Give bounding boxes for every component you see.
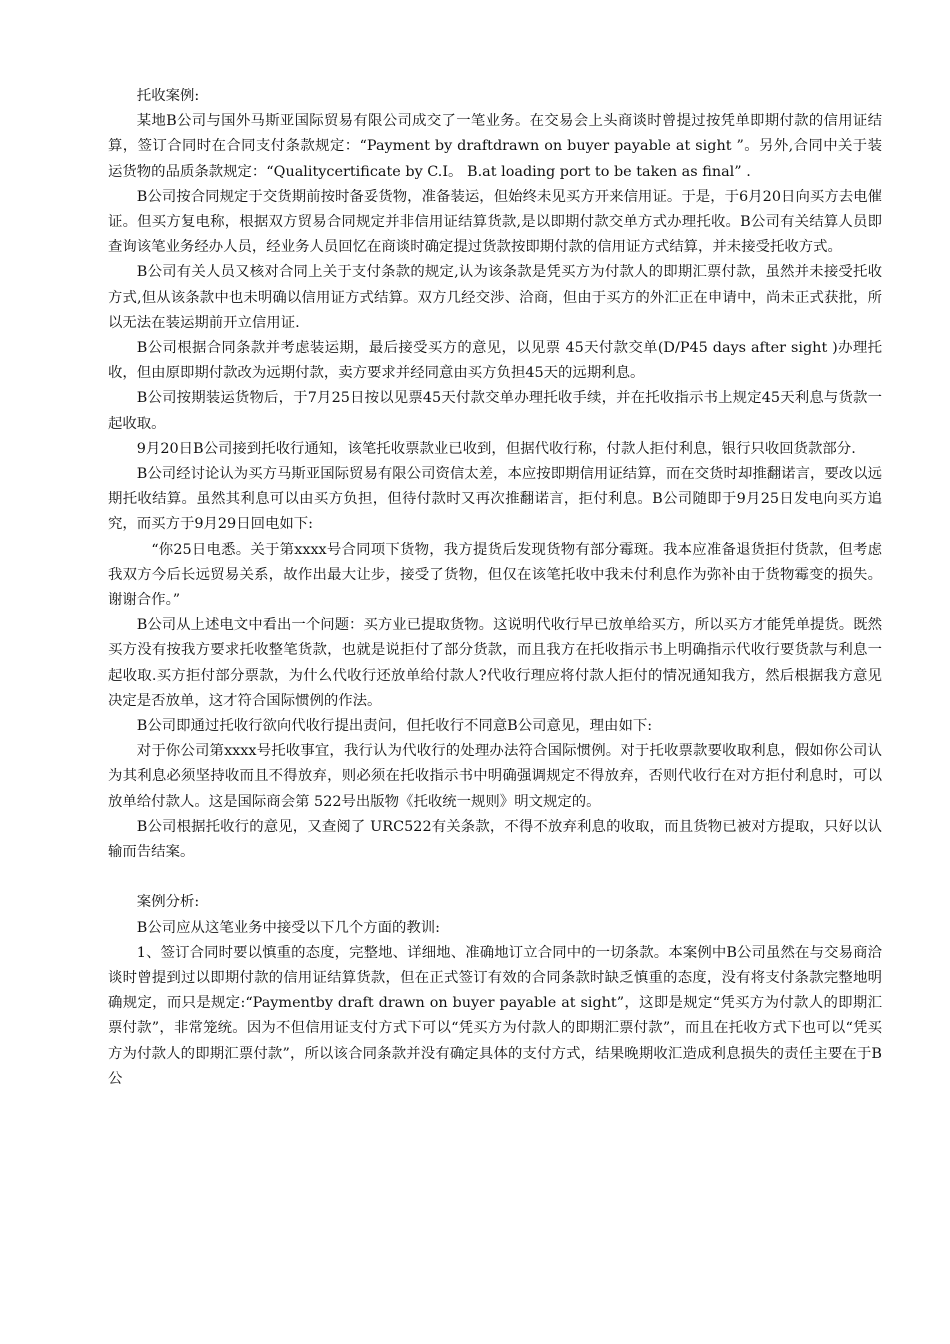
paragraph: B公司按期装运货物后，于7月25日按以见票45天付款交单办理托收手续，并在托收指示书上规定45天利息与货款一起收取。 [108, 390, 882, 432]
paragraph: B公司有关人员又核对合同上关于支付条款的规定,认为该条款是凭买方为付款人的即期汇票付款，虽然并未接受托收方式,但从该条款中也未明确以信用证方式结算。双方几经交涉、洽商，但由于买方的外汇正在申请中，尚未正式获批，所以无法在装运期前开立信用证. [108, 264, 882, 331]
analysis-point: 1、签订合同时要以慎重的态度，完整地、详细地、准确地订立合同中的一切条款。本案例中B公司虽然在与交易商洽谈时曾提到过以即期付款的信用证结算货款，但在正式签订有效的合同条款时缺乏慎重的态度，没有将支付条款完整地明确规定，而只是规定:“Paymentby draft drawn on buyer payable at sight”，这即是规定“凭买方为付款人的即期汇票付款”，非常笼统。因为不但信用证支付方式下可以“凭买方为付款人的即期汇票付款”，而且在托收方式下也可以“凭买方为付款人的即期汇票付款”，所以该合同条款并没有确定具体的支付方式，结果晚期收汇造成利息损失的责任主要在于B公 [108, 944, 882, 1087]
quoted-telegram: “你25日电悉。关于第xxxx号合同项下货物，我方提货后发现货物有部分霉斑。我本应准备退货拒付货款，但考虑我双方今后长远贸易关系，故作出最大让步，接受了货物，但仅在该笔托收中我未付利息作为弥补由于货物霉变的损失。谢谢合作。” [108, 541, 882, 609]
paragraph: B公司根据合同条款并考虑装运期，最后接受买方的意见，以见票 45天付款交单(D/P45 days after sight )办理托收，但由原即期付款改为远期付款，卖方要求并经同意由买方负担45天的远期利息。 [108, 340, 882, 382]
paragraph: B公司按合同规定于交货期前按时备妥货物，准备装运，但始终未见买方开来信用证。于是，于6月20日向买方去电催证。但买方复电称，根据双方贸易合同规定并非信用证结算货款,是以即期付款交单方式办理托收。B公司有关结算人员即查询该笔业务经办人员，经业务人员回忆在商谈时确定提过货款按即期付款的信用证方式结算，并未接受托收方式。 [108, 188, 882, 256]
section-gap [108, 865, 882, 890]
analysis-title: 案例分析: [136, 894, 200, 911]
paragraph: B公司根据托收行的意见，又查阅了 URC522有关条款，不得不放弃利息的收取，而且货物已被对方提取，只好以认输而告结案。 [108, 818, 882, 861]
document-title: 托收案例: [136, 88, 200, 104]
analysis-intro: B公司应从这笔业务中接受以下几个方面的教训: [136, 919, 441, 936]
document-page [108, 84, 882, 1092]
paragraph: 对于你公司第xxxx号托收事宜，我行认为代收行的处理办法符合国际惯例。对于托收票款要收取利息，假如你公司认为其利息必须坚持收而且不得放弃，则必须在托收指示书中明确强调规定不得放弃，否则代收行在对方拒付利息时，可以放单给付款人。这是国际商会第 522号出版物《托收统一规则》明文规定的。 [108, 743, 882, 810]
paragraph: B公司从上述电文中看出一个问题：买方业已提取货物。这说明代收行早已放单给买方，所以买方才能凭单提货。既然买方没有按我方要求托收整笔货款，也就是说拒付了部分货款，而且我方在托收指示书上明确指示代收行要货款与利息一起收取.买方拒付部分票款，为什么代收行还放单给付款人?代收行理应将付款人拒付的情况通知我方，然后根据我方意见决定是否放单，这才符合国际惯例的作法。 [108, 617, 882, 709]
paragraph: 9月20日B公司接到托收行通知，该笔托收票款业已收到，但据代收行称，付款人拒付利息，银行只收回货款部分. [136, 440, 856, 457]
paragraph: 某地B公司与国外马斯亚国际贸易有限公司成交了一笔业务。在交易会上头商谈时曾提过按凭单即期付款的信用证结算，签订合同时在合同支付条款规定：“Payment by draftdrawn on buyer payable at sight ”。另外,合同中关于装运货物的品质条款规定：“Qualitycertificate by C.I。 B.at loading port to be taken as final” . [108, 113, 882, 180]
paragraph: B公司即通过托收行欲向代收行提出责问，但托收行不同意B公司意见，理由如下: [136, 718, 653, 735]
paragraph: B公司经讨论认为买方马斯亚国际贸易有限公司资信太差，本应按即期信用证结算，而在交货时却推翻诺言，要改以远期托收结算。虽然其利息可以由买方负担，但待付款时又再次推翻诺言，拒付利息。B公司随即于9月25日发电向买方追究，而买方于9月29日回电如下: [108, 466, 882, 533]
